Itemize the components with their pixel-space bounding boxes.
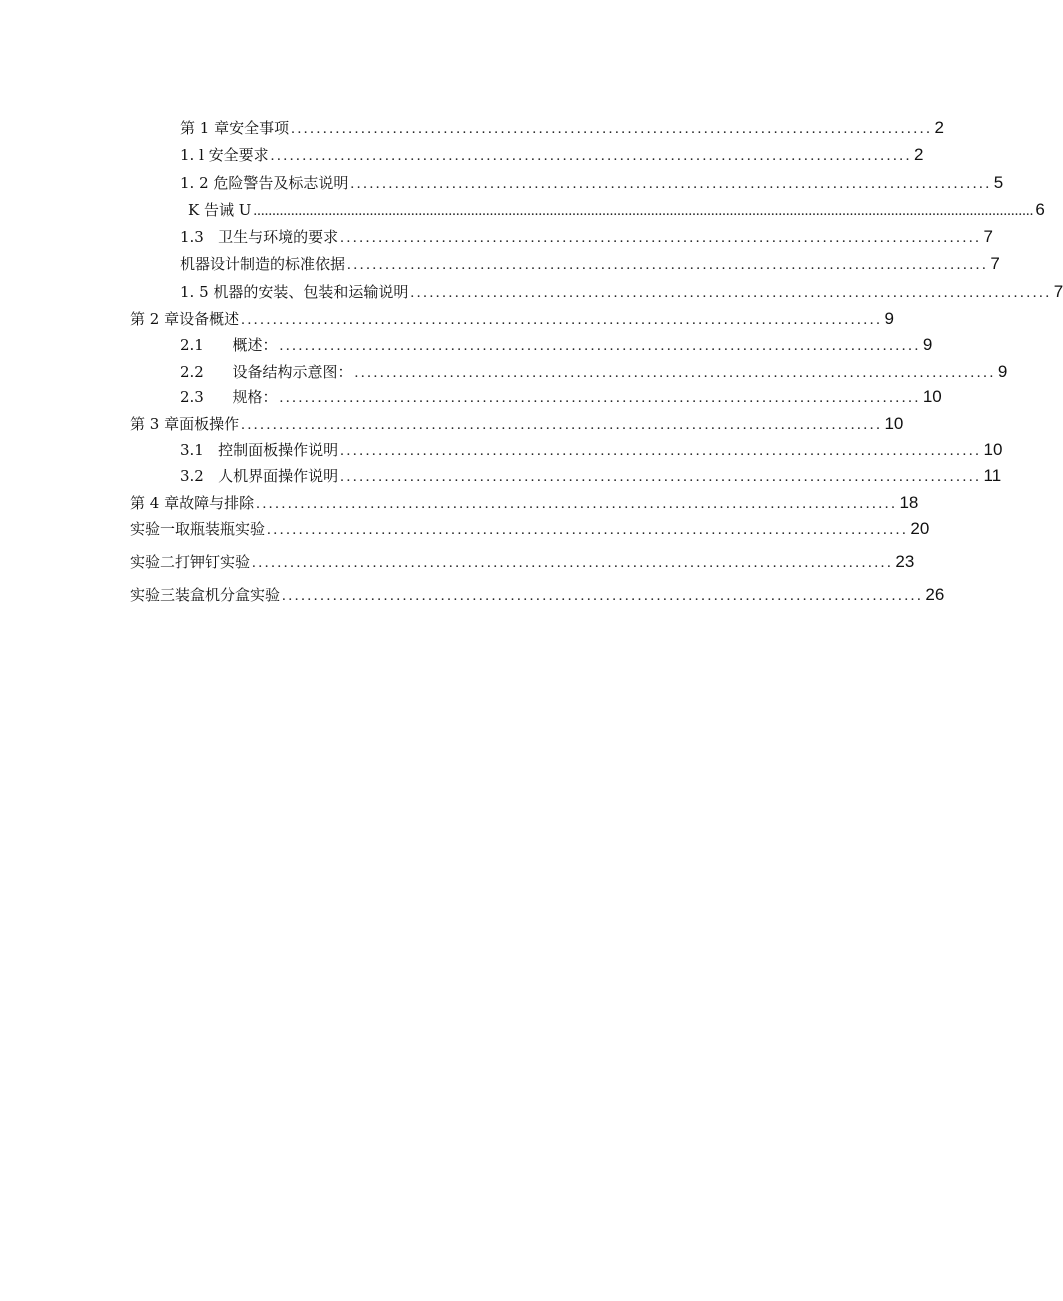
toc-entry-title: 2.2 设备结构示意图： [180,363,353,381]
toc-dot-leader: ..................................................................................................... [270,148,913,164]
toc-dot-leader: ..................................................................................................... [267,522,909,538]
toc-page-number: 7 [1053,282,1063,301]
toc-entry-title: 实验二打钾钉实验 [130,553,251,571]
toc-page-number: 6 [1035,200,1045,219]
toc-entry[interactable] [180,227,993,248]
toc-entry-title: 1. l 安全要求 [180,146,269,164]
toc-dot-leader: ..................................................................................................... [241,417,883,433]
toc-entry[interactable] [130,493,919,514]
toc-entry[interactable] [130,309,894,330]
toc-entry[interactable] [180,173,1004,194]
toc-entry-title: 实验一取瓶装瓶实验 [130,520,266,538]
toc-dot-leader: ..................................................................................................... [340,469,982,485]
toc-entry[interactable] [130,552,915,573]
toc-entry-title: 3.2 人机界面操作说明 [180,467,339,485]
toc-entry-title: 第 3 章面板操作 [130,415,240,433]
toc-entry[interactable] [180,145,924,166]
toc-page-number: 26 [925,585,945,604]
toc-entry-title: 3.1 控制面板操作说明 [180,441,339,459]
toc-entry-title: 第 4 章故障与排除 [130,494,255,512]
toc-dot-leader: ..................................................................................................... [340,230,982,246]
toc-page-number: 7 [983,227,993,246]
toc-entry[interactable] [180,466,1002,487]
toc-dot-leader: ..................................................................................................... [340,443,982,459]
toc-page-number: 7 [990,254,1000,273]
toc-page-number: 10 [983,440,1003,459]
toc-page-number: 11 [983,466,1002,485]
toc-entry-title: 1.3 卫生与环境的要求 [180,228,339,246]
toc-page-number: 2 [934,118,944,137]
toc-page-number: 10 [922,387,942,406]
toc-entry-title: 第 2 章设备概述 [130,310,240,328]
toc-entry-title: K 告诫 U [188,201,252,219]
toc-page-number: 2 [914,145,924,164]
toc-dot-leader: ..................................................................................................... [354,365,996,381]
toc-entry[interactable] [180,254,1000,275]
toc-entry-title: 1. 2 危险警告及标志说明 [180,174,349,192]
toc-dot-leader: ..................................................................................................... [347,257,989,273]
toc-page-number: 18 [899,493,919,512]
toc-page-number: 9 [922,335,933,354]
toc-entry-title: 2.3 规格： [180,388,278,406]
toc-dot-leader: ..................................................................................................... [279,338,921,354]
toc-dot-leader: ..................................................................................................... [410,285,1052,301]
toc-entry-title: 2.1 概述： [180,336,278,354]
toc-dot-leader: ..................................................................................................... [282,588,924,604]
toc-entry[interactable] [188,200,1045,221]
toc-entry[interactable] [180,387,942,408]
toc-entry[interactable] [130,585,945,606]
toc-dot-leader: ..................................................................................................... [291,121,933,137]
toc-dot-leader: ................................................................................................................................................................................................................ [253,203,1034,219]
toc-page-number: 23 [895,552,915,571]
toc-page-number: 9 [884,309,894,328]
toc-entry[interactable] [180,118,944,139]
toc-dot-leader: ..................................................................................................... [252,555,894,571]
toc-entry[interactable] [180,335,933,356]
toc-entry-title: 1. 5 机器的安装、包装和运输说明 [180,283,409,301]
toc-entry[interactable] [130,414,904,435]
toc-entry-title: 第 1 章安全事项 [180,119,290,137]
toc-dot-leader: ..................................................................................................... [350,176,992,192]
toc-entry-title: 实验三装盒机分盒实验 [130,586,281,604]
toc-dot-leader: ..................................................................................................... [279,390,921,406]
toc-page-number: 20 [910,519,930,538]
toc-dot-leader: ..................................................................................................... [256,496,898,512]
toc-entry[interactable] [130,519,930,540]
toc-entry[interactable] [180,440,1003,461]
toc-entry-title: 机器设计制造的标准依据 [180,255,346,273]
toc-entry[interactable] [180,282,1063,303]
toc-entry[interactable] [180,362,1008,383]
toc-page-number: 5 [993,173,1004,192]
toc-dot-leader: ..................................................................................................... [241,312,883,328]
toc-page-number: 10 [884,414,904,433]
toc-page-number: 9 [997,362,1008,381]
